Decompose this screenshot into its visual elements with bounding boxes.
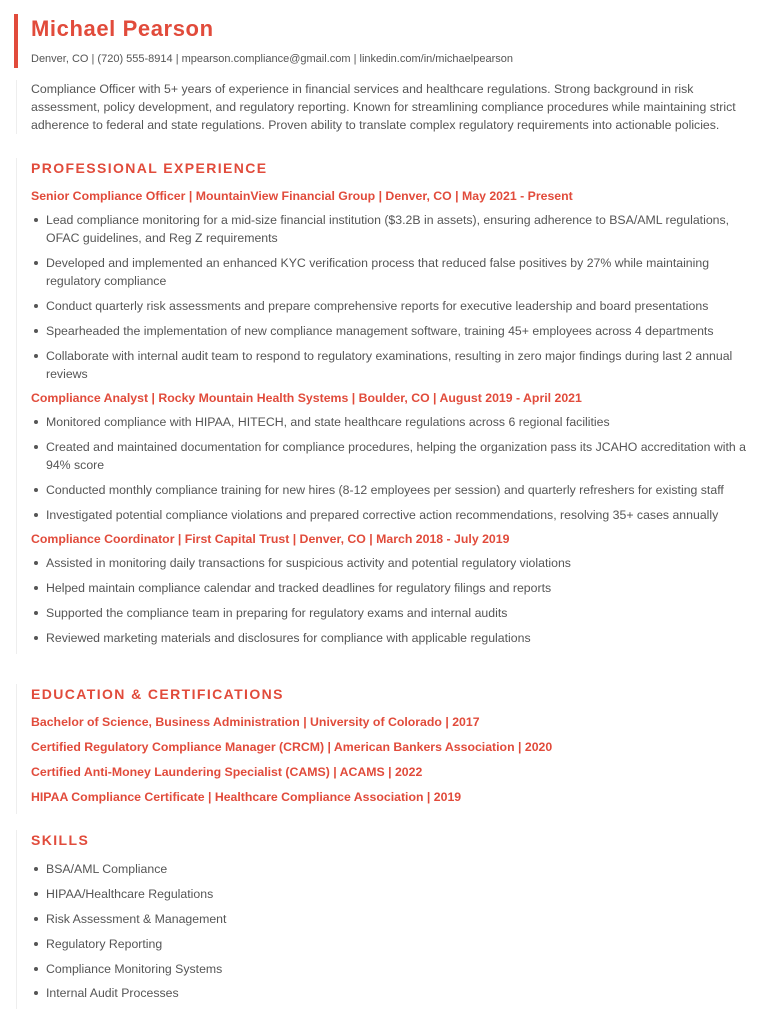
job-bullet: Conduct quarterly risk assessments and prepare comprehensive reports for executive leadership and board presentations: [31, 297, 761, 315]
skill-item: Internal Audit Processes: [31, 984, 761, 1002]
candidate-name: Michael Pearson: [31, 16, 214, 41]
skill-item: HIPAA/Healthcare Regulations: [31, 885, 761, 903]
job-bullet-list: [31, 413, 761, 524]
job-bullet: Supported the compliance team in preparing for regulatory exams and internal audits: [31, 604, 761, 622]
education-item: Bachelor of Science, Business Administration | University of Colorado | 2017: [31, 715, 480, 729]
job-bullet: Spearheaded the implementation of new compliance management software, training 45+ employees across 4 departments: [31, 322, 761, 340]
skill-item: Risk Assessment & Management: [31, 910, 761, 928]
skills-list: [31, 860, 761, 1002]
resume-header: [14, 14, 513, 68]
skill-item: BSA/AML Compliance: [31, 860, 761, 878]
education-item: HIPAA Compliance Certificate | Healthcare Compliance Association | 2019: [31, 790, 462, 804]
job-bullet: Developed and implemented an enhanced KYC verification process that reduced false positives by 27% while maintaining regulatory compliance: [31, 254, 761, 290]
skills-section-title: SKILLS: [31, 832, 90, 848]
job-heading: Senior Compliance Officer | MountainView Financial Group | Denver, CO | May 2021 - Present: [31, 189, 573, 203]
job-bullet: Assisted in monitoring daily transactions for suspicious activity and potential regulatory violations: [31, 554, 761, 572]
experience-section-title: PROFESSIONAL EXPERIENCE: [31, 160, 268, 176]
job-bullet-list: [31, 211, 761, 383]
job-bullet: Monitored compliance with HIPAA, HITECH, and state healthcare regulations across 6 regional facilities: [31, 413, 761, 431]
job-bullet-list: [31, 554, 761, 647]
skill-item: Compliance Monitoring Systems: [31, 960, 761, 978]
contact-line: Denver, CO | (720) 555-8914 | mpearson.compliance@gmail.com | linkedin.com/in/michaelpearson: [31, 53, 513, 65]
job-bullet: Created and maintained documentation for compliance procedures, helping the organization pass its JCAHO accreditation with a 94% score: [31, 438, 761, 474]
job-bullet: Investigated potential compliance violations and prepared corrective action recommendations, resolving 35+ cases annually: [31, 506, 761, 524]
professional-summary: Compliance Officer with 5+ years of experience in financial services and healthcare regulations. Strong background in risk assessment, policy development, and regulatory reporting. Known for streamlining compliance procedures while maintaining strict adherence to federal and state regulations. Proven ability to translate complex regulatory requirements into actionable policies.: [16, 80, 761, 134]
skills-section: [16, 830, 761, 1009]
education-item: Certified Anti-Money Laundering Specialist (CAMS) | ACAMS | 2022: [31, 765, 423, 779]
job-bullet: Reviewed marketing materials and disclosures for compliance with applicable regulations: [31, 629, 761, 647]
education-section-title: EDUCATION & CERTIFICATIONS: [31, 686, 284, 702]
job-bullet: Conducted monthly compliance training for new hires (8-12 employees per session) and quarterly refreshers for existing staff: [31, 481, 761, 499]
skill-item: Regulatory Reporting: [31, 935, 761, 953]
job-heading: Compliance Coordinator | First Capital Trust | Denver, CO | March 2018 - July 2019: [31, 532, 510, 546]
education-item: Certified Regulatory Compliance Manager (CRCM) | American Bankers Association | 2020: [31, 740, 553, 754]
experience-section: [16, 158, 761, 654]
job-bullet: Lead compliance monitoring for a mid-size financial institution ($3.2B in assets), ensuring adherence to BSA/AML regulations, OFAC guidelines, and Reg Z requirements: [31, 211, 761, 247]
job-bullet: Collaborate with internal audit team to respond to regulatory examinations, resulting in zero major findings during last 2 annual reviews: [31, 347, 761, 383]
job-bullet: Helped maintain compliance calendar and tracked deadlines for regulatory filings and reports: [31, 579, 761, 597]
education-section: [16, 684, 761, 814]
job-heading: Compliance Analyst | Rocky Mountain Health Systems | Boulder, CO | August 2019 - April 2021: [31, 391, 582, 405]
